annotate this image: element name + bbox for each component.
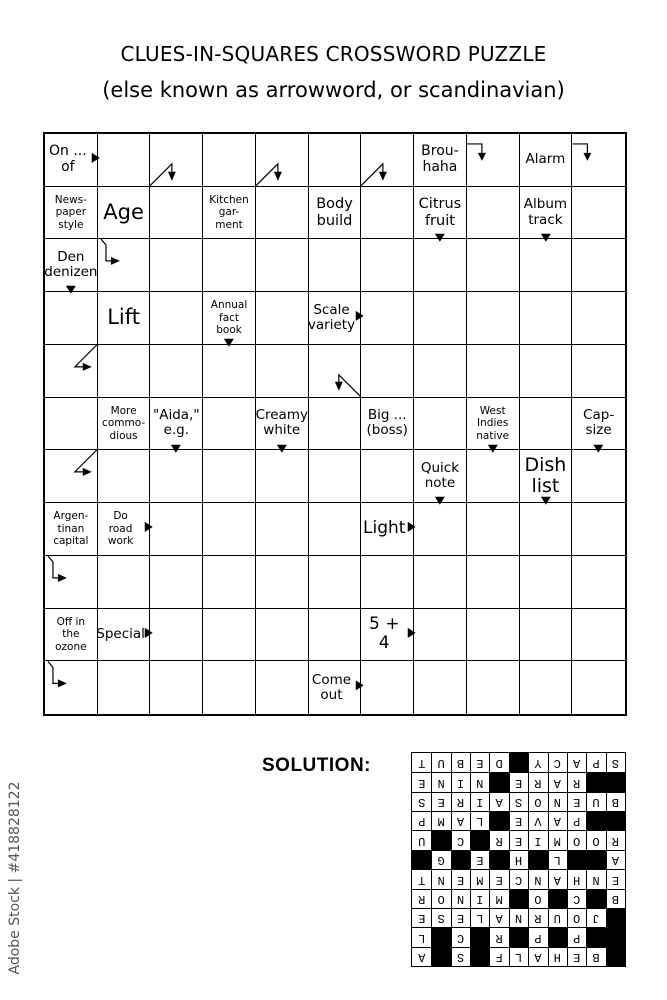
answer-cell[interactable] — [256, 134, 309, 187]
answer-cell[interactable] — [572, 187, 625, 240]
arrow-bent-right-down-icon — [467, 134, 519, 186]
answer-cell[interactable] — [520, 609, 573, 662]
clue-cell — [309, 187, 362, 240]
answer-cell[interactable] — [150, 134, 203, 187]
clue-cell — [414, 450, 467, 503]
answer-cell[interactable] — [45, 345, 98, 398]
clue-text: Lift — [107, 305, 140, 330]
clue-text: Citrus fruit — [418, 196, 462, 229]
clue-cell — [45, 503, 98, 556]
clue-text: "Aida," e.g. — [153, 407, 200, 439]
answer-cell[interactable] — [256, 609, 309, 662]
answer-cell[interactable] — [361, 661, 414, 714]
answer-cell[interactable] — [361, 345, 414, 398]
solution-row: B#C#O#MINOR — [405, 891, 619, 906]
answer-cell[interactable] — [520, 398, 573, 451]
clue-text: Quick note — [420, 460, 460, 492]
clue-text: Special — [96, 625, 145, 642]
clue-cell — [572, 398, 625, 451]
clue-cell — [98, 609, 151, 662]
arrow-diag-back-down-icon — [309, 345, 361, 397]
clue-text: Scale variety — [307, 301, 356, 334]
solution-grid — [405, 752, 626, 967]
clue-text: On ... of — [49, 143, 87, 175]
arrow-down-right-icon — [45, 661, 97, 714]
arrow-diag-down-right-icon — [45, 450, 97, 502]
solution-row: #JOURNALESE — [405, 911, 619, 926]
solution-row: ##RARE#NINE — [405, 775, 619, 790]
answer-cell[interactable] — [150, 503, 203, 556]
answer-cell[interactable] — [45, 292, 98, 345]
answer-cell[interactable] — [467, 187, 520, 240]
arrow-bent-right-down-icon — [572, 134, 625, 186]
answer-cell[interactable] — [150, 661, 203, 714]
answer-cell[interactable] — [256, 292, 309, 345]
clue-text: Alarm — [525, 151, 566, 168]
clue-cell — [203, 187, 256, 240]
answer-cell[interactable] — [414, 609, 467, 662]
answer-cell[interactable] — [520, 292, 573, 345]
arrow-diag-up-down-icon — [150, 134, 202, 186]
answer-cell[interactable] — [467, 345, 520, 398]
answer-cell[interactable] — [203, 398, 256, 451]
answer-cell[interactable] — [572, 292, 625, 345]
answer-cell[interactable] — [203, 609, 256, 662]
answer-cell[interactable] — [203, 450, 256, 503]
answer-cell[interactable] — [572, 661, 625, 714]
answer-cell[interactable] — [309, 239, 362, 292]
answer-cell[interactable] — [203, 239, 256, 292]
clue-cell — [203, 292, 256, 345]
answer-cell[interactable] — [150, 292, 203, 345]
answer-cell[interactable] — [256, 503, 309, 556]
answer-cell[interactable] — [572, 134, 625, 187]
clue-text: West Indies native — [476, 404, 510, 442]
answer-cell[interactable] — [98, 239, 151, 292]
clue-cell — [361, 503, 414, 556]
answer-cell[interactable] — [203, 345, 256, 398]
solution-row: #BEHALF#S#A — [405, 950, 619, 964]
answer-cell[interactable] — [467, 609, 520, 662]
arrow-down-right-icon — [98, 239, 150, 291]
answer-cell[interactable] — [256, 556, 309, 609]
answer-cell[interactable] — [256, 661, 309, 714]
clue-cell — [45, 609, 98, 662]
clue-cell — [256, 398, 309, 451]
clue-text: 5 + 4 — [368, 614, 400, 654]
clue-text: Age — [103, 199, 144, 224]
clue-cell — [309, 292, 362, 345]
answer-cell[interactable] — [150, 239, 203, 292]
clue-text: Den denizen — [44, 249, 98, 281]
answer-cell[interactable] — [414, 661, 467, 714]
solution-row: ##P#P#R#C#L — [405, 930, 619, 945]
arrow-down-right-icon — [45, 556, 97, 608]
clue-text: Creamy white — [255, 407, 308, 439]
clue-cell — [45, 187, 98, 240]
answer-cell[interactable] — [150, 556, 203, 609]
answer-cell[interactable] — [309, 450, 362, 503]
solution-row: ENHANCEMENT — [405, 872, 619, 887]
answer-cell[interactable] — [203, 134, 256, 187]
answer-cell[interactable] — [572, 239, 625, 292]
clue-cell — [520, 450, 573, 503]
answer-cell[interactable] — [467, 450, 520, 503]
answer-cell[interactable] — [309, 398, 362, 451]
clue-text: Dish list — [524, 453, 567, 498]
answer-cell[interactable] — [256, 345, 309, 398]
answer-cell[interactable] — [203, 661, 256, 714]
clue-text: Off in the ozone — [55, 615, 87, 653]
answer-cell[interactable] — [203, 556, 256, 609]
clue-cell — [520, 187, 573, 240]
clue-text: Annual fact book — [210, 299, 248, 337]
clue-cell — [98, 503, 151, 556]
answer-cell[interactable] — [414, 292, 467, 345]
answer-cell[interactable] — [98, 661, 151, 714]
clue-cell — [414, 134, 467, 187]
answer-cell[interactable] — [467, 134, 520, 187]
answer-cell[interactable] — [45, 556, 98, 609]
clue-cell — [361, 609, 414, 662]
solution-row: BUENOSAIRES — [405, 795, 619, 810]
clue-cell — [98, 398, 151, 451]
answer-cell[interactable] — [361, 450, 414, 503]
solution-row: A##L#H#E#G# — [405, 853, 619, 868]
answer-cell[interactable] — [572, 503, 625, 556]
answer-cell[interactable] — [256, 239, 309, 292]
puzzle-title: CLUES-IN-SQUARES CROSSWORD PUZZLE — [120, 42, 547, 66]
answer-cell[interactable] — [414, 556, 467, 609]
clue-cell — [45, 239, 98, 292]
arrow-diag-down-right-icon — [45, 345, 97, 397]
answer-cell[interactable] — [414, 239, 467, 292]
clue-text: Argen- tinan capital — [53, 510, 89, 548]
clue-cell — [520, 134, 573, 187]
clue-cell — [414, 187, 467, 240]
answer-cell[interactable] — [467, 556, 520, 609]
crossword-grid — [43, 132, 627, 716]
answer-cell[interactable] — [467, 292, 520, 345]
clue-text: Body build — [316, 196, 353, 229]
answer-cell[interactable] — [361, 187, 414, 240]
answer-cell[interactable] — [414, 503, 467, 556]
clue-text: Big ... (boss) — [366, 407, 408, 439]
answer-cell[interactable] — [520, 661, 573, 714]
answer-cell[interactable] — [467, 239, 520, 292]
answer-cell[interactable] — [256, 187, 309, 240]
answer-cell[interactable] — [45, 661, 98, 714]
answer-cell[interactable] — [572, 556, 625, 609]
answer-cell[interactable] — [361, 134, 414, 187]
solution-row: ROOMIER#C#U — [405, 833, 619, 848]
answer-cell[interactable] — [467, 503, 520, 556]
clue-text: Brou- haha — [421, 143, 459, 175]
clue-cell — [150, 398, 203, 451]
stock-watermark-text: Adobe Stock | #418828122 — [7, 781, 23, 975]
answer-cell[interactable] — [520, 239, 573, 292]
answer-cell[interactable] — [256, 450, 309, 503]
answer-cell[interactable] — [150, 187, 203, 240]
clue-text: Light — [363, 518, 406, 539]
answer-cell[interactable] — [45, 398, 98, 451]
answer-cell[interactable] — [520, 556, 573, 609]
answer-cell[interactable] — [361, 239, 414, 292]
answer-cell[interactable] — [467, 661, 520, 714]
answer-cell[interactable] — [98, 345, 151, 398]
answer-cell[interactable] — [572, 450, 625, 503]
answer-cell[interactable] — [520, 345, 573, 398]
answer-cell[interactable] — [309, 345, 362, 398]
solution-row: ##PAVE#LAMP — [405, 814, 619, 829]
answer-cell[interactable] — [414, 345, 467, 398]
clue-text: Cap- size — [583, 407, 615, 439]
solution-row: SPACY#DEBUT — [405, 756, 619, 771]
answer-cell[interactable] — [572, 345, 625, 398]
clue-cell — [309, 661, 362, 714]
answer-cell[interactable] — [150, 450, 203, 503]
answer-cell[interactable] — [309, 609, 362, 662]
clue-text: Album track — [523, 196, 568, 228]
answer-cell[interactable] — [361, 556, 414, 609]
answer-cell[interactable] — [98, 556, 151, 609]
clue-text: Kitchen gar- ment — [209, 193, 249, 231]
answer-cell[interactable] — [150, 345, 203, 398]
clue-text: Come out — [311, 671, 352, 703]
clue-cell — [467, 398, 520, 451]
arrow-diag-up-down-icon — [361, 134, 413, 186]
answer-cell[interactable] — [309, 556, 362, 609]
clue-text: News- paper style — [54, 193, 87, 231]
solution-label: SOLUTION: — [262, 755, 371, 776]
answer-cell[interactable] — [150, 609, 203, 662]
clue-cell — [98, 187, 151, 240]
answer-cell[interactable] — [572, 609, 625, 662]
answer-cell[interactable] — [98, 450, 151, 503]
arrow-diag-up-down-icon — [256, 134, 308, 186]
answer-cell[interactable] — [203, 503, 256, 556]
answer-cell[interactable] — [98, 134, 151, 187]
puzzle-subtitle: (else known as arrowword, or scandinavian) — [102, 78, 565, 102]
answer-cell[interactable] — [414, 398, 467, 451]
answer-cell[interactable] — [361, 292, 414, 345]
answer-cell[interactable] — [309, 503, 362, 556]
clue-cell — [98, 292, 151, 345]
answer-cell[interactable] — [45, 450, 98, 503]
clue-text: More commo- dious — [102, 404, 146, 442]
clue-cell — [45, 134, 98, 187]
answer-cell[interactable] — [309, 134, 362, 187]
answer-cell[interactable] — [520, 503, 573, 556]
clue-text: Do road work — [107, 510, 134, 548]
clue-cell — [361, 398, 414, 451]
